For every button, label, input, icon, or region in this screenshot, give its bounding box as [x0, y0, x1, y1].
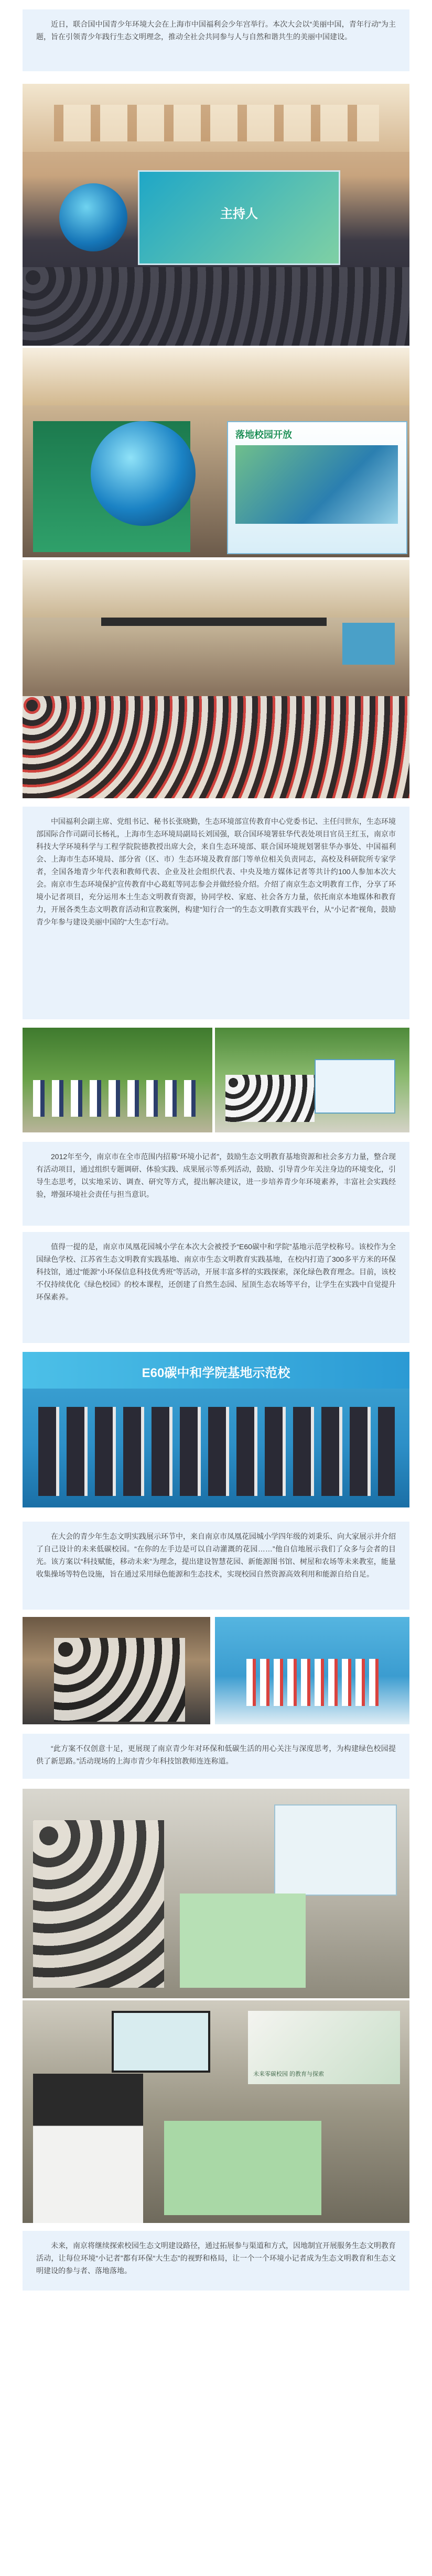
photo-student-model [23, 2000, 409, 2223]
tv-screen [112, 2011, 210, 2073]
stage-students [246, 1659, 383, 1706]
children-rows [23, 696, 409, 798]
auditorium-ceiling [23, 560, 409, 618]
e60-banner-text: E60碳中和学院基地示范校 [142, 1366, 290, 1380]
photo-student-speaking [23, 1617, 210, 1724]
display-banner [227, 421, 407, 554]
globe-large [91, 421, 196, 526]
paragraph-future-text: 未来，南京将继续探索校园生态文明建设路径，通过拓展参与渠道和方式，因地制宜开展服务生态文明教育活动，让每位环境“小记者”都有环保“大生态”的视野和格局，让一个一个环境小记者成为生态文明教育和生态文明建设的参与者、落地落地。 [36, 2241, 396, 2275]
display-board [315, 1059, 395, 1114]
photo-outdoor-display [215, 1028, 409, 1132]
wall-screen [342, 623, 395, 665]
visitors [33, 1820, 164, 1988]
photo-conference-stage [23, 84, 409, 346]
photo-outdoor-group [23, 1028, 212, 1132]
students-line [33, 1080, 201, 1117]
globe-decoration [59, 183, 127, 251]
photo-students-on-stage [215, 1617, 409, 1724]
paragraph-school-text: 值得一提的是，南京市凤凰花园城小学在本次大会被授予“E60碳中和学院”基地示范学校称号。该校作为全国绿色学校、江苏省生态文明教育实践基地、南京市生态文明教育实践基地，在校内打造了300多平方米的环保科技馆，通过“能源”小环保信息科技优秀班”等活动，开展丰富多样的实践探索，深化绿色教育理念。目前，该校不仅持续优化《绿色校园》的校本课程，还创建了自然生态园、屋顶生态农场等平台，让学生在实践中自觉提升环保素养。 [36, 1242, 396, 1301]
model-table [180, 1894, 306, 1988]
paragraph-future [23, 2231, 409, 2291]
paragraph-reporters [23, 1142, 409, 1226]
quote-box [23, 1734, 409, 1779]
quote-text: “此方案不仅创意十足，更展现了南京青少年对环保和低碳生活的用心关注与深度思考，为构建绿色校园提供了新思路。”活动现场的上海市青少年科技馆教师连连称道。 [36, 1744, 396, 1765]
speakers-group [54, 1638, 185, 1722]
hall-balcony-2 [23, 348, 409, 405]
paragraph-reporters-text: 2012年至今，南京市在全市范围内招募“环境小记者”，鼓励生态文明教育基地资源和社会多方力量，整合现有活动项目，通过组织专题调研、体验实践、成果展示等系列活动，鼓励、引导青少年关注身边的环境变化，引导生态思考，以实地采访、调查、研究等方式，提出解决建议，进一步培养青少年环境素养，丰富社会实践经验，增强环境社会责任与担当意识。 [36, 1152, 396, 1198]
paragraph-presentation [23, 1522, 409, 1610]
paragraph-attendees [23, 807, 409, 1019]
audience [23, 267, 409, 346]
intro-box [23, 9, 409, 71]
model-sign-text: 未来零碳校园 的教育与探索 [253, 2071, 325, 2077]
display-banner-title: 落地校园开放 [235, 430, 292, 440]
photo-globe-banner [23, 348, 409, 557]
paragraph-attendees-text: 中国福利会副主席、党组书记、秘书长张晓勤，生态环境部宣传教育中心党委书记、主任闫世东，生态环境部国际合作司副司长杨礼，上海市生态环境局副局长刘国强，联合国环境署驻华代表处项目官员王红玉，南京市科技大学环境科学与工程学院院德教授出席大会，来自生态环境部、联合国环境规划署驻华办事处、中国福利会、上海市生态环境局、部分省（区、市）生态环境及教育部门等单位相关负责同志，高校及科研院所专家学者，全国各地青少年代表和教师代表、企业及社会组织代表、中央及地方媒体记者等共计约100人参加本次大会。南京市生态环境保护宣传教育中心葛虹等同志参会并做经验介绍。介绍了南京生态文明教育工作，分享了环境小记者项目，充分运用本土生态文明教育资源，协同学校、家庭、社会各方力量，依托南京本地媒体和教育力，开展各类生态文明教育活动和宣教案例，构建“知行合一”的生态文明教育实践平台，从“小记者”视角，鼓励青少年参与建设美丽中国的“大生态”行动。 [36, 817, 396, 926]
intro-paragraph: 近日，联合国中国青少年环境大会在上海市中国福利会少年宫举行。本次大会以“美丽中国，青年行动”为主题，旨在引领青少年践行生态文明理念，推动全社会共同参与人与自然和谐共生的美丽中国建设。 [36, 20, 396, 41]
exhibit-board [274, 1804, 397, 1896]
stage-screen-text: 主持人 [220, 207, 258, 221]
paragraph-presentation-text: 在大会的青少年生态文明实践展示环节中，来自南京市凤凰花园城小学四年级的刘秉乐、向大家展示并介绍了自己设计的未来低碳校园。“在你的左手边是可以自动灌溉的花园……”他自信地展示我们了众多与会者的目光。该方案以“科技赋能，移动未来”为理念，提出建设智慧花园、新能源图书馆、树屋和农场等未来教室，能量收集操场等特色设施，旨在通过采用绿色能源和生态技术，实现校园自然资源高效利用和能源自给自足。 [36, 1532, 396, 1578]
award-recipients [38, 1407, 395, 1496]
photo-campus-model-exhibit [23, 1789, 409, 1998]
photo-auditorium-audience [23, 560, 409, 798]
hall-windows [54, 105, 379, 141]
paragraph-school [23, 1232, 409, 1343]
stage-screen [138, 170, 340, 265]
model-base [164, 2121, 321, 2215]
photo-award-ceremony [23, 1352, 409, 1507]
stage-truss [101, 618, 327, 626]
banner-aerial-image [235, 445, 398, 524]
students-cluster [225, 1075, 315, 1122]
presenting-student [33, 2074, 143, 2223]
school-poster [248, 2011, 400, 2084]
e60-backdrop [23, 1352, 409, 1389]
